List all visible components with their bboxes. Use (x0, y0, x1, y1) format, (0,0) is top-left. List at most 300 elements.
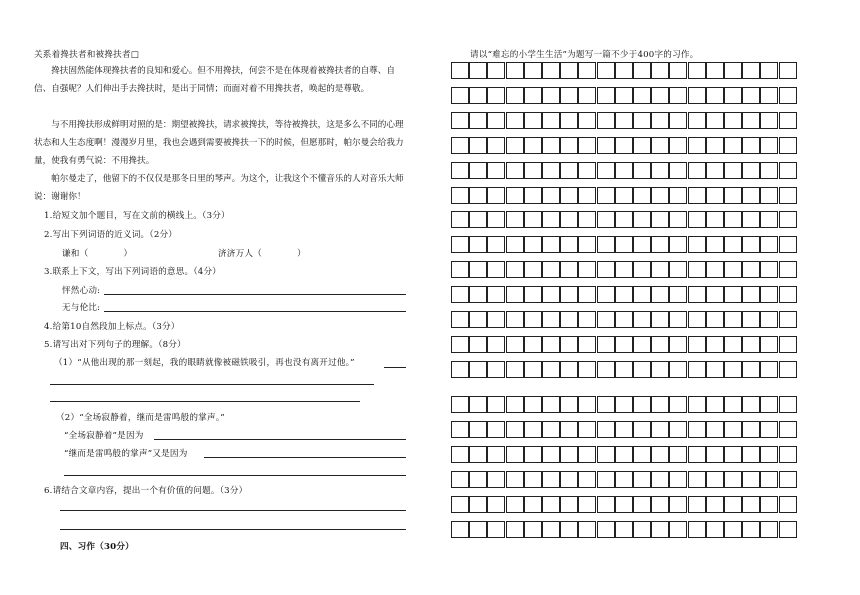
grid-cell[interactable] (724, 396, 742, 413)
grid-cell[interactable] (779, 112, 797, 129)
grid-cell[interactable] (578, 521, 596, 538)
grid-cell[interactable] (524, 211, 542, 228)
grid-cell[interactable] (560, 261, 578, 278)
grid-cell[interactable] (506, 87, 524, 104)
grid-cell[interactable] (469, 261, 487, 278)
grid-cell[interactable] (542, 286, 560, 303)
grid-cell[interactable] (651, 286, 669, 303)
grid-cell[interactable] (651, 361, 669, 378)
grid-cell[interactable] (615, 396, 633, 413)
grid-cell[interactable] (560, 311, 578, 328)
answer-line-3b[interactable] (104, 311, 406, 312)
grid-cell[interactable] (706, 496, 724, 513)
grid-cell[interactable] (506, 421, 524, 438)
grid-cell[interactable] (688, 496, 706, 513)
grid-cell[interactable] (469, 62, 487, 79)
grid-cell[interactable] (597, 137, 615, 154)
grid-cell[interactable] (560, 62, 578, 79)
grid-cell[interactable] (742, 162, 760, 179)
grid-cell[interactable] (724, 261, 742, 278)
grid-cell[interactable] (688, 236, 706, 253)
grid-cell[interactable] (688, 471, 706, 488)
grid-cell[interactable] (542, 336, 560, 353)
grid-cell[interactable] (506, 446, 524, 463)
grid-cell[interactable] (578, 421, 596, 438)
grid-cell[interactable] (688, 396, 706, 413)
grid-cell[interactable] (597, 496, 615, 513)
grid-cell[interactable] (560, 162, 578, 179)
grid-cell[interactable] (779, 87, 797, 104)
grid-cell[interactable] (688, 421, 706, 438)
grid-cell[interactable] (615, 311, 633, 328)
grid-cell[interactable] (669, 87, 687, 104)
grid-cell[interactable] (542, 187, 560, 204)
grid-cell[interactable] (597, 261, 615, 278)
grid-cell[interactable] (615, 521, 633, 538)
grid-cell[interactable] (487, 361, 505, 378)
grid-cell[interactable] (651, 421, 669, 438)
grid-cell[interactable] (560, 446, 578, 463)
grid-cell[interactable] (669, 286, 687, 303)
grid-cell[interactable] (542, 261, 560, 278)
grid-cell[interactable] (469, 521, 487, 538)
grid-cell[interactable] (779, 361, 797, 378)
grid-cell[interactable] (487, 311, 505, 328)
grid-cell[interactable] (742, 471, 760, 488)
grid-cell[interactable] (651, 162, 669, 179)
grid-cell[interactable] (524, 62, 542, 79)
grid-cell[interactable] (487, 187, 505, 204)
grid-cell[interactable] (615, 112, 633, 129)
grid-cell[interactable] (506, 521, 524, 538)
grid-cell[interactable] (469, 87, 487, 104)
grid-cell[interactable] (742, 421, 760, 438)
grid-cell[interactable] (633, 187, 651, 204)
grid-cell[interactable] (760, 521, 778, 538)
grid-cell[interactable] (706, 286, 724, 303)
grid-cell[interactable] (760, 236, 778, 253)
grid-cell[interactable] (760, 311, 778, 328)
grid-cell[interactable] (724, 62, 742, 79)
grid-cell[interactable] (706, 187, 724, 204)
grid-cell[interactable] (760, 112, 778, 129)
grid-cell[interactable] (506, 137, 524, 154)
grid-cell[interactable] (524, 286, 542, 303)
grid-cell[interactable] (542, 496, 560, 513)
grid-cell[interactable] (597, 87, 615, 104)
grid-cell[interactable] (706, 446, 724, 463)
grid-cell[interactable] (669, 336, 687, 353)
grid-cell[interactable] (742, 311, 760, 328)
grid-cell[interactable] (742, 336, 760, 353)
grid-cell[interactable] (779, 521, 797, 538)
grid-cell[interactable] (451, 87, 469, 104)
grid-cell[interactable] (506, 361, 524, 378)
grid-cell[interactable] (615, 211, 633, 228)
grid-cell[interactable] (669, 396, 687, 413)
grid-cell[interactable] (560, 496, 578, 513)
grid-cell[interactable] (578, 496, 596, 513)
grid-cell[interactable] (651, 336, 669, 353)
grid-cell[interactable] (524, 521, 542, 538)
grid-cell[interactable] (633, 496, 651, 513)
grid-cell[interactable] (742, 137, 760, 154)
grid-cell[interactable] (615, 496, 633, 513)
grid-cell[interactable] (615, 187, 633, 204)
grid-cell[interactable] (742, 521, 760, 538)
answer-line-6a[interactable] (60, 510, 406, 511)
grid-cell[interactable] (688, 187, 706, 204)
grid-cell[interactable] (688, 87, 706, 104)
grid-cell[interactable] (506, 396, 524, 413)
grid-cell[interactable] (451, 496, 469, 513)
grid-cell[interactable] (779, 311, 797, 328)
grid-cell[interactable] (578, 471, 596, 488)
grid-cell[interactable] (469, 396, 487, 413)
grid-cell[interactable] (469, 286, 487, 303)
grid-cell[interactable] (524, 421, 542, 438)
grid-cell[interactable] (779, 62, 797, 79)
grid-cell[interactable] (615, 421, 633, 438)
grid-cell[interactable] (524, 396, 542, 413)
grid-cell[interactable] (597, 396, 615, 413)
grid-cell[interactable] (524, 336, 542, 353)
grid-cell[interactable] (633, 112, 651, 129)
grid-cell[interactable] (633, 336, 651, 353)
grid-cell[interactable] (506, 496, 524, 513)
grid-cell[interactable] (760, 187, 778, 204)
grid-cell[interactable] (578, 87, 596, 104)
grid-cell[interactable] (615, 261, 633, 278)
grid-cell[interactable] (451, 396, 469, 413)
grid-cell[interactable] (615, 286, 633, 303)
grid-cell[interactable] (578, 137, 596, 154)
grid-cell[interactable] (633, 396, 651, 413)
grid-cell[interactable] (779, 137, 797, 154)
grid-cell[interactable] (524, 311, 542, 328)
grid-cell[interactable] (506, 286, 524, 303)
grid-cell[interactable] (706, 361, 724, 378)
grid-cell[interactable] (469, 211, 487, 228)
grid-cell[interactable] (542, 137, 560, 154)
grid-cell[interactable] (578, 112, 596, 129)
grid-cell[interactable] (779, 336, 797, 353)
grid-cell[interactable] (487, 421, 505, 438)
grid-cell[interactable] (742, 112, 760, 129)
grid-cell[interactable] (706, 311, 724, 328)
grid-cell[interactable] (597, 62, 615, 79)
grid-cell[interactable] (706, 112, 724, 129)
grid-cell[interactable] (633, 261, 651, 278)
grid-cell[interactable] (578, 286, 596, 303)
grid-cell[interactable] (742, 396, 760, 413)
grid-cell[interactable] (451, 211, 469, 228)
grid-cell[interactable] (633, 446, 651, 463)
grid-cell[interactable] (760, 471, 778, 488)
grid-cell[interactable] (578, 162, 596, 179)
grid-cell[interactable] (760, 261, 778, 278)
grid-cell[interactable] (724, 286, 742, 303)
grid-cell[interactable] (706, 62, 724, 79)
grid-cell[interactable] (597, 236, 615, 253)
grid-cell[interactable] (524, 361, 542, 378)
grid-cell[interactable] (615, 87, 633, 104)
grid-cell[interactable] (506, 62, 524, 79)
grid-cell[interactable] (451, 446, 469, 463)
grid-cell[interactable] (760, 286, 778, 303)
grid-cell[interactable] (651, 137, 669, 154)
answer-line-6b[interactable] (60, 529, 406, 530)
grid-cell[interactable] (779, 421, 797, 438)
grid-cell[interactable] (451, 361, 469, 378)
grid-cell[interactable] (724, 311, 742, 328)
grid-cell[interactable] (487, 236, 505, 253)
grid-cell[interactable] (506, 112, 524, 129)
grid-cell[interactable] (560, 396, 578, 413)
grid-cell[interactable] (779, 496, 797, 513)
grid-cell[interactable] (651, 187, 669, 204)
grid-cell[interactable] (560, 211, 578, 228)
grid-cell[interactable] (742, 496, 760, 513)
grid-cell[interactable] (578, 396, 596, 413)
grid-cell[interactable] (451, 421, 469, 438)
grid-cell[interactable] (688, 162, 706, 179)
grid-cell[interactable] (524, 496, 542, 513)
grid-cell[interactable] (578, 336, 596, 353)
grid-cell[interactable] (706, 471, 724, 488)
grid-cell[interactable] (506, 187, 524, 204)
grid-cell[interactable] (651, 496, 669, 513)
grid-cell[interactable] (724, 112, 742, 129)
grid-cell[interactable] (669, 311, 687, 328)
grid-cell[interactable] (597, 311, 615, 328)
answer-line-5-1c[interactable] (50, 401, 360, 402)
grid-cell[interactable] (487, 137, 505, 154)
grid-cell[interactable] (669, 496, 687, 513)
grid-cell[interactable] (706, 211, 724, 228)
grid-cell[interactable] (779, 187, 797, 204)
answer-line-5-2b[interactable] (204, 457, 406, 458)
grid-cell[interactable] (451, 137, 469, 154)
grid-cell[interactable] (633, 286, 651, 303)
grid-cell[interactable] (451, 236, 469, 253)
grid-cell[interactable] (724, 521, 742, 538)
grid-cell[interactable] (760, 396, 778, 413)
grid-cell[interactable] (779, 446, 797, 463)
grid-cell[interactable] (597, 446, 615, 463)
grid-cell[interactable] (542, 311, 560, 328)
grid-cell[interactable] (724, 162, 742, 179)
grid-cell[interactable] (760, 361, 778, 378)
grid-cell[interactable] (487, 286, 505, 303)
grid-cell[interactable] (615, 236, 633, 253)
grid-cell[interactable] (615, 471, 633, 488)
grid-cell[interactable] (451, 471, 469, 488)
grid-cell[interactable] (597, 187, 615, 204)
grid-cell[interactable] (542, 361, 560, 378)
grid-cell[interactable] (506, 236, 524, 253)
grid-cell[interactable] (451, 187, 469, 204)
grid-cell[interactable] (615, 62, 633, 79)
grid-cell[interactable] (615, 446, 633, 463)
grid-cell[interactable] (542, 446, 560, 463)
grid-cell[interactable] (779, 286, 797, 303)
grid-cell[interactable] (724, 236, 742, 253)
grid-cell[interactable] (542, 396, 560, 413)
grid-cell[interactable] (742, 211, 760, 228)
grid-cell[interactable] (469, 471, 487, 488)
grid-cell[interactable] (542, 471, 560, 488)
grid-cell[interactable] (451, 521, 469, 538)
grid-cell[interactable] (706, 421, 724, 438)
grid-cell[interactable] (779, 471, 797, 488)
grid-cell[interactable] (651, 311, 669, 328)
grid-cell[interactable] (651, 236, 669, 253)
grid-cell[interactable] (578, 236, 596, 253)
grid-cell[interactable] (760, 496, 778, 513)
grid-cell[interactable] (597, 286, 615, 303)
grid-cell[interactable] (542, 521, 560, 538)
grid-cell[interactable] (651, 396, 669, 413)
grid-cell[interactable] (487, 471, 505, 488)
grid-cell[interactable] (724, 87, 742, 104)
grid-cell[interactable] (597, 361, 615, 378)
grid-cell[interactable] (506, 162, 524, 179)
grid-cell[interactable] (469, 421, 487, 438)
grid-cell[interactable] (651, 87, 669, 104)
grid-cell[interactable] (760, 87, 778, 104)
grid-cell[interactable] (560, 112, 578, 129)
grid-cell[interactable] (542, 62, 560, 79)
grid-cell[interactable] (669, 162, 687, 179)
grid-cell[interactable] (542, 112, 560, 129)
grid-cell[interactable] (706, 137, 724, 154)
grid-cell[interactable] (524, 87, 542, 104)
grid-cell[interactable] (542, 421, 560, 438)
grid-cell[interactable] (487, 87, 505, 104)
grid-cell[interactable] (560, 137, 578, 154)
grid-cell[interactable] (615, 336, 633, 353)
grid-cell[interactable] (742, 87, 760, 104)
grid-cell[interactable] (651, 62, 669, 79)
grid-cell[interactable] (542, 236, 560, 253)
grid-cell[interactable] (597, 471, 615, 488)
grid-cell[interactable] (542, 162, 560, 179)
grid-cell[interactable] (578, 446, 596, 463)
grid-cell[interactable] (633, 311, 651, 328)
grid-cell[interactable] (469, 187, 487, 204)
grid-cell[interactable] (524, 446, 542, 463)
grid-cell[interactable] (451, 286, 469, 303)
grid-cell[interactable] (633, 137, 651, 154)
grid-cell[interactable] (669, 446, 687, 463)
answer-line-5-1b[interactable] (50, 384, 374, 385)
grid-cell[interactable] (706, 336, 724, 353)
grid-cell[interactable] (560, 421, 578, 438)
grid-cell[interactable] (633, 211, 651, 228)
grid-cell[interactable] (669, 261, 687, 278)
grid-cell[interactable] (560, 361, 578, 378)
grid-cell[interactable] (597, 162, 615, 179)
grid-cell[interactable] (524, 112, 542, 129)
grid-cell[interactable] (742, 286, 760, 303)
grid-cell[interactable] (487, 521, 505, 538)
grid-cell[interactable] (651, 471, 669, 488)
grid-cell[interactable] (451, 336, 469, 353)
grid-cell[interactable] (524, 162, 542, 179)
grid-cell[interactable] (597, 421, 615, 438)
grid-cell[interactable] (451, 162, 469, 179)
grid-cell[interactable] (779, 211, 797, 228)
grid-cell[interactable] (487, 112, 505, 129)
grid-cell[interactable] (633, 471, 651, 488)
grid-cell[interactable] (760, 336, 778, 353)
grid-cell[interactable] (487, 62, 505, 79)
grid-cell[interactable] (633, 521, 651, 538)
grid-cell[interactable] (506, 311, 524, 328)
grid-cell[interactable] (688, 211, 706, 228)
grid-cell[interactable] (524, 137, 542, 154)
grid-cell[interactable] (469, 236, 487, 253)
answer-line-5-1a[interactable] (384, 367, 406, 368)
grid-cell[interactable] (724, 211, 742, 228)
grid-cell[interactable] (560, 521, 578, 538)
grid-cell[interactable] (578, 311, 596, 328)
grid-cell[interactable] (597, 521, 615, 538)
grid-cell[interactable] (451, 261, 469, 278)
grid-cell[interactable] (724, 421, 742, 438)
grid-cell[interactable] (578, 261, 596, 278)
grid-cell[interactable] (688, 311, 706, 328)
grid-cell[interactable] (615, 162, 633, 179)
grid-cell[interactable] (633, 421, 651, 438)
grid-cell[interactable] (524, 261, 542, 278)
grid-cell[interactable] (779, 396, 797, 413)
grid-cell[interactable] (542, 211, 560, 228)
grid-cell[interactable] (597, 336, 615, 353)
grid-cell[interactable] (451, 112, 469, 129)
grid-cell[interactable] (669, 187, 687, 204)
grid-cell[interactable] (669, 62, 687, 79)
grid-cell[interactable] (651, 211, 669, 228)
grid-cell[interactable] (651, 261, 669, 278)
grid-cell[interactable] (724, 137, 742, 154)
grid-cell[interactable] (688, 112, 706, 129)
question-2-word-b[interactable]: 济济万人（ ） (218, 249, 306, 259)
grid-cell[interactable] (487, 336, 505, 353)
grid-cell[interactable] (688, 521, 706, 538)
grid-cell[interactable] (451, 311, 469, 328)
grid-cell[interactable] (669, 361, 687, 378)
grid-cell[interactable] (597, 211, 615, 228)
grid-cell[interactable] (597, 112, 615, 129)
grid-cell[interactable] (688, 361, 706, 378)
grid-cell[interactable] (669, 421, 687, 438)
grid-cell[interactable] (633, 236, 651, 253)
grid-cell[interactable] (760, 421, 778, 438)
grid-cell[interactable] (487, 496, 505, 513)
grid-cell[interactable] (560, 471, 578, 488)
grid-cell[interactable] (742, 62, 760, 79)
grid-cell[interactable] (742, 361, 760, 378)
answer-line-5-2a[interactable] (154, 439, 406, 440)
grid-cell[interactable] (615, 137, 633, 154)
grid-cell[interactable] (760, 446, 778, 463)
grid-cell[interactable] (487, 162, 505, 179)
grid-cell[interactable] (688, 446, 706, 463)
grid-cell[interactable] (560, 336, 578, 353)
grid-cell[interactable] (651, 521, 669, 538)
